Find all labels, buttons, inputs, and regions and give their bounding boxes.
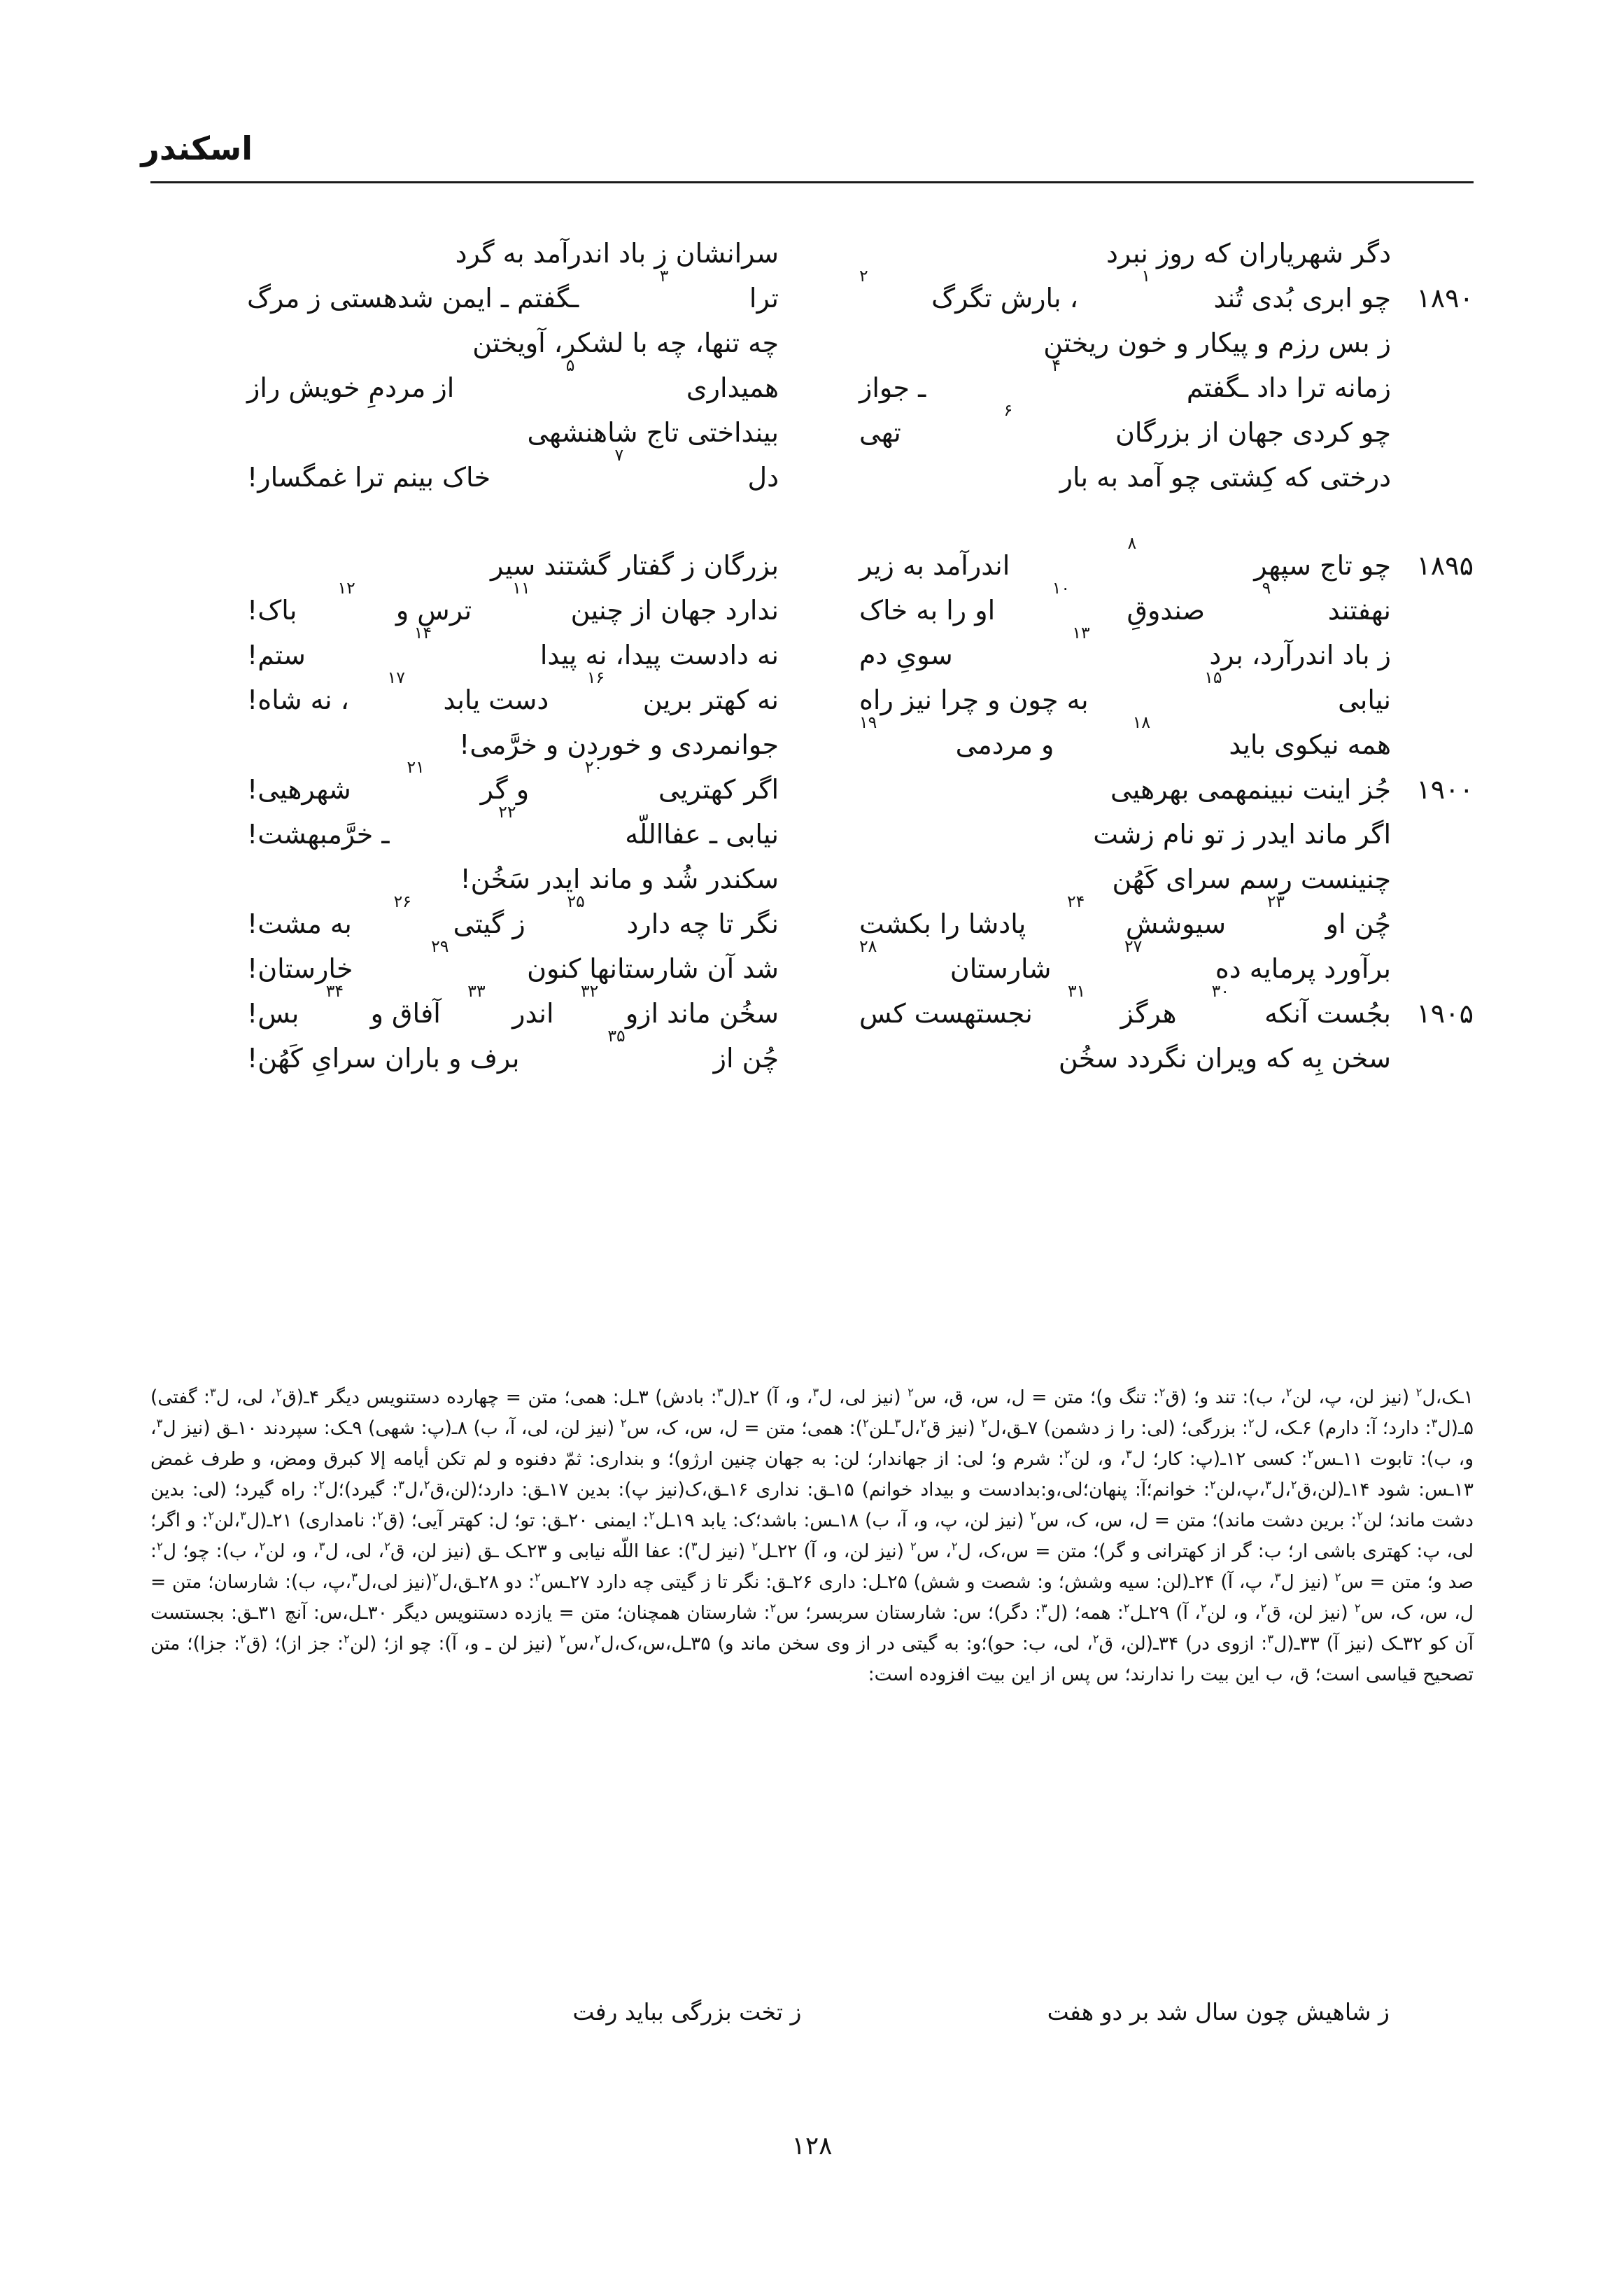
hemistich: چو ابری بُدی تُند ۱ ، بارش تگرگ ۲ <box>859 266 1391 314</box>
page-header <box>141 129 1474 192</box>
verse-line <box>156 623 779 677</box>
hemistich: نه کهتر برین ۱۶ دست یابد ۱۷ ، نه شاه! <box>247 668 779 715</box>
verse-line <box>156 321 779 365</box>
verse-line <box>156 757 779 812</box>
verse-line <box>156 356 779 410</box>
hemistich: چُن از ۳۵ برف و باران سرایِ کَهُن! <box>247 1026 779 1074</box>
verse-line <box>851 356 1474 410</box>
verse-line <box>851 712 1474 767</box>
verse-line <box>156 857 779 901</box>
hemistich: بجُست آنکه ۳۰ هرگز ۳۱ نجستهست کس <box>859 981 1391 1029</box>
verse-line <box>851 455 1474 500</box>
verse-line <box>156 892 779 946</box>
header-divider <box>150 181 1474 183</box>
hemistich: دل ۷ خاک بینم ترا غمگسار! <box>247 445 779 493</box>
hemistich: درختی که کِشتی چو آمد به بار <box>1059 462 1391 493</box>
verse-line <box>156 266 779 321</box>
verse-line <box>156 231 779 276</box>
hemistich: اگر ماند ایدر ز تو نام زشت <box>1093 819 1391 850</box>
hemistich: سکندر شُد و ماند ایدر سَخُن! <box>460 864 779 894</box>
verse-line <box>156 578 779 633</box>
hemistich: چه تنها، چه با لشکر، آویختن <box>472 328 779 358</box>
verse-line <box>851 812 1474 857</box>
verse-line <box>156 445 779 500</box>
hemistich: چو کردی جهان از بزرگان ۶ تهی <box>859 400 1391 448</box>
verse-line <box>851 533 1474 588</box>
verse-line <box>156 1026 779 1081</box>
hemistich: جوانمردی و خوردن و خرَّمی! <box>459 729 779 760</box>
verse-number: ۱۸۹۰ <box>1416 283 1474 314</box>
verse-line <box>851 400 1474 455</box>
hemistich: همیداری ۵ از مردمِ خویش راز <box>247 356 779 403</box>
verse-line <box>851 981 1474 1036</box>
verse-line <box>156 668 779 722</box>
hemistich: ترا ۳ ـگفتم ـ ایمن شدهستی ز مرگ <box>247 266 779 314</box>
verse-number: ۱۹۰۵ <box>1416 998 1474 1029</box>
verse-area <box>150 231 1474 1124</box>
stanza-2-left-column <box>150 543 779 1081</box>
hemistich: ز بس رزم و پیکار و خون ریختن <box>1043 328 1391 358</box>
added-verse <box>150 1998 1474 2025</box>
verse-line <box>851 857 1474 901</box>
critical-apparatus <box>150 1382 1474 1690</box>
stanza-1-left-column <box>150 231 779 500</box>
hemistich: بزرگان ز گفتار گشتند سیر <box>490 550 779 581</box>
hemistich: چنینست رسم سرای کَهُن <box>1112 864 1391 894</box>
hemistich: سخُن ماند ازو ۳۲ اندر ۳۳ آفاق و ۳۴ بس! <box>247 981 779 1029</box>
hemistich: بینداختی تاج شاهنشهی <box>527 417 779 448</box>
hemistich: نهفتند ۹ صندوقِ ۱۰ او را به خاک <box>859 578 1391 626</box>
verse-number: ۱۹۰۰ <box>1416 774 1474 805</box>
verse-line <box>156 981 779 1036</box>
stanza-2-right-column <box>851 533 1474 1081</box>
stanza-1 <box>150 231 1474 500</box>
apparatus-text: ۱ـک،ل$^۲$ (نیز لن، پ، لن$^۲$، ب): تند و؛ (ق$^۲$: تنگ و)؛ متن = ل، س، ق، س$^۲$ (نیز لی، ل$^۳$، و، آ) ۲ـ(ل$^۳$: بادش) ۳ـل: همی؛ متن = چهارده دستنویس دیگر ۴ـ(ق$^۲$، لی، ل$^۳$: گفتی) ۵ـ(ل$^۳$: دارد؛ آ: دارم) ۶ـک، ل$^۲$: بزرگی؛ (لی: را ز دشمن) ۷ـق،ل$^۲$ (نیز ق$^۲$،ل$^۳$ـلن$^۲$): همی؛ متن = ل، س، ک، س$^۲$ (نیز لن، لی، آ، ب) ۸ـ(پ: شهی) ۹ـک: سپردند ۱۰ـق (نیز ل$^۳$، و، ب): تابوت ۱۱ـس$^۲$: کسی ۱۲ـ(پ: کار؛ ل$^۳$، و، لن$^۲$: شرم و؛ لی: از جهاندار؛ لن: به جهان چنین ارژو)؛ و بنداری: ثمّ دفنوه و لم تکن أیامه إلا کبرق ومض، و طرف غمض ۱۳ـس: شود ۱۴ـ(لن،ق$^۲$،ل$^۳$،پ،لن$^۲$: خوانم؛آ: پنهان؛لی،و:بدادست و بیداد خوانم) ۱۵ـق: نداری ۱۶ـق،ک(نیز پ): بدین ۱۷ـق: دارد؛(لن،ق$^۲$،ل$^۳$: گیرد)؛ل$^۲$: راه گیرد؛ (لی: بدین دشت ماند؛ لن$^۲$: برین دشت ماند)؛ متن = ل، س، ک، س$^۲$ (نیز لن، پ، و، آ، ب) ۱۸ـس: باشد؛ک: یابد ۱۹ـل$^۲$: ایمنی ۲۰ـق: تو؛ ل: کهتر آیی؛ (ق$^۲$: نامداری) ۲۱ـ(ل$^۳$،لن$^۲$: و اگر؛ لی، پ: کهتری باشی ار؛ ب: گر از کهترانی و گر)؛ متن = س،ک، ل$^۲$، س$^۲$ (نیز لن، و، آ) ۲۲ـل$^۲$ (نیز ل$^۳$): عفا اللّه نیابی و ۲۳ـک ـق (نیز لن، ق$^۲$، لی، ل$^۳$، و، لن$^۲$، ب): چو؛ ل$^۲$: صد و؛ متن = س$^۲$ (نیز ل$^۳$، پ، آ) ۲۴ـ(لن: سیه وشش؛ و: شصت و شش) ۲۵ـل: داری ۲۶ـق: نگر تا ز گیتی چه دارد ۲۷ـس$^۲$: دو ۲۸ـق،ل$^۲$(نیز لی،ل$^۳$،پ، ب): شارسان؛ متن = ل، س، ک، س$^۲$ (نیز لن، ق$^۲$، و، لن$^۲$، آ) ۲۹ـل$^۲$: همه؛ (ل$^۳$: دگر)؛ س: شارستان سربسر؛ س$^۲$: شارستان همچنان؛ متن = یازده دستنویس دیگر ۳۰ـل،س: آنچ ۳۱ـق: بجستست آن کو ۳۲ـک (نیز آ) ۳۳ـ(ل$^۳$: ازوی در) ۳۴ـ(لن، ق$^۲$، لی، ب: حو)؛و: به گیتی در از وی سخن ماند و) ۳۵ـل،س،ک،ل$^۲$،س$^۲$ (نیز لن ـ و، آ): چو از؛ (لن$^۲$: جز از)؛ (ق$^۲$: جزا)؛ متن تصحیح قیاسی است؛ ق، ب این بیت را ندارند؛ س پس از این بیت افزوده است: <box>150 1386 1474 1685</box>
verse-line <box>851 231 1474 276</box>
hemistich: ندارد جهان از چنین ۱۱ ترس و ۱۲ باک! <box>247 578 779 626</box>
verse-line <box>156 722 779 767</box>
added-verse-hemistich-right: ز شاهیش چون سال شد بر دو هفت <box>1047 1998 1390 2025</box>
verse-line <box>851 767 1474 812</box>
page-number: ۱۲۸ <box>791 2132 833 2161</box>
verse-line <box>156 802 779 857</box>
verse-line <box>851 668 1474 722</box>
stanza-1-right-column <box>851 231 1474 500</box>
stanza-2 <box>150 533 1474 1081</box>
hemistich: برآورد پرمایه ده ۲۷ شارستان ۲۸ <box>859 936 1391 984</box>
verse-line <box>851 892 1474 946</box>
hemistich: نگر تا چه دارد ۲۵ ز گیتی ۲۶ به مشت! <box>247 892 779 939</box>
hemistich: چُن او ۲۳ سیوشش ۲۴ پادشا را بکشت <box>859 892 1391 939</box>
verse-line <box>851 623 1474 677</box>
hemistich: دگر شهریاران که روز نبرد <box>1106 238 1391 269</box>
hemistich: همه نیکوی باید ۱۸ و مردمی ۱۹ <box>859 712 1391 760</box>
hemistich: ز باد اندرآرد، برد ۱۳ سویِ دم <box>859 623 1391 670</box>
page-title: اسکندر <box>141 129 253 167</box>
added-verse-hemistich-left: ز تخت بزرگی بباید رفت <box>572 1998 802 2025</box>
verse-line <box>851 578 1474 633</box>
verse-line <box>851 936 1474 991</box>
verse-line <box>156 543 779 588</box>
hemistich: سخن بِه که ویران نگردد سخُن <box>1058 1043 1391 1074</box>
hemistich: جُز اینت نبینمهمی بهرهیی <box>1110 774 1391 805</box>
hemistich: اگر کهتریی ۲۰ و گر ۲۱ شهرهیی! <box>247 757 779 805</box>
hemistich: نیابی ۱۵ به چون و چرا نیز راه <box>859 668 1391 715</box>
hemistich: نه دادست پیدا، نه پیدا ۱۴ ستم! <box>247 623 779 670</box>
verse-line <box>851 321 1474 365</box>
verse-line <box>851 266 1474 321</box>
verse-line <box>156 410 779 455</box>
hemistich: زمانه ترا داد ـگفتم ۴ ـ جواز <box>859 356 1391 403</box>
hemistich: شد آن شارستانها کنون ۲۹ خارستان! <box>247 936 779 984</box>
verse-number: ۱۸۹۵ <box>1416 550 1474 581</box>
verse-line <box>851 1036 1474 1081</box>
hemistich: چو تاج سپهر ۸ اندرآمد به زیر <box>859 533 1391 581</box>
hemistich: نیابی ـ عفااللّه ۲۲ ـ خرَّمبهشت! <box>247 802 779 850</box>
hemistich: سرانشان ز باد اندرآمد به گرد <box>455 238 779 269</box>
